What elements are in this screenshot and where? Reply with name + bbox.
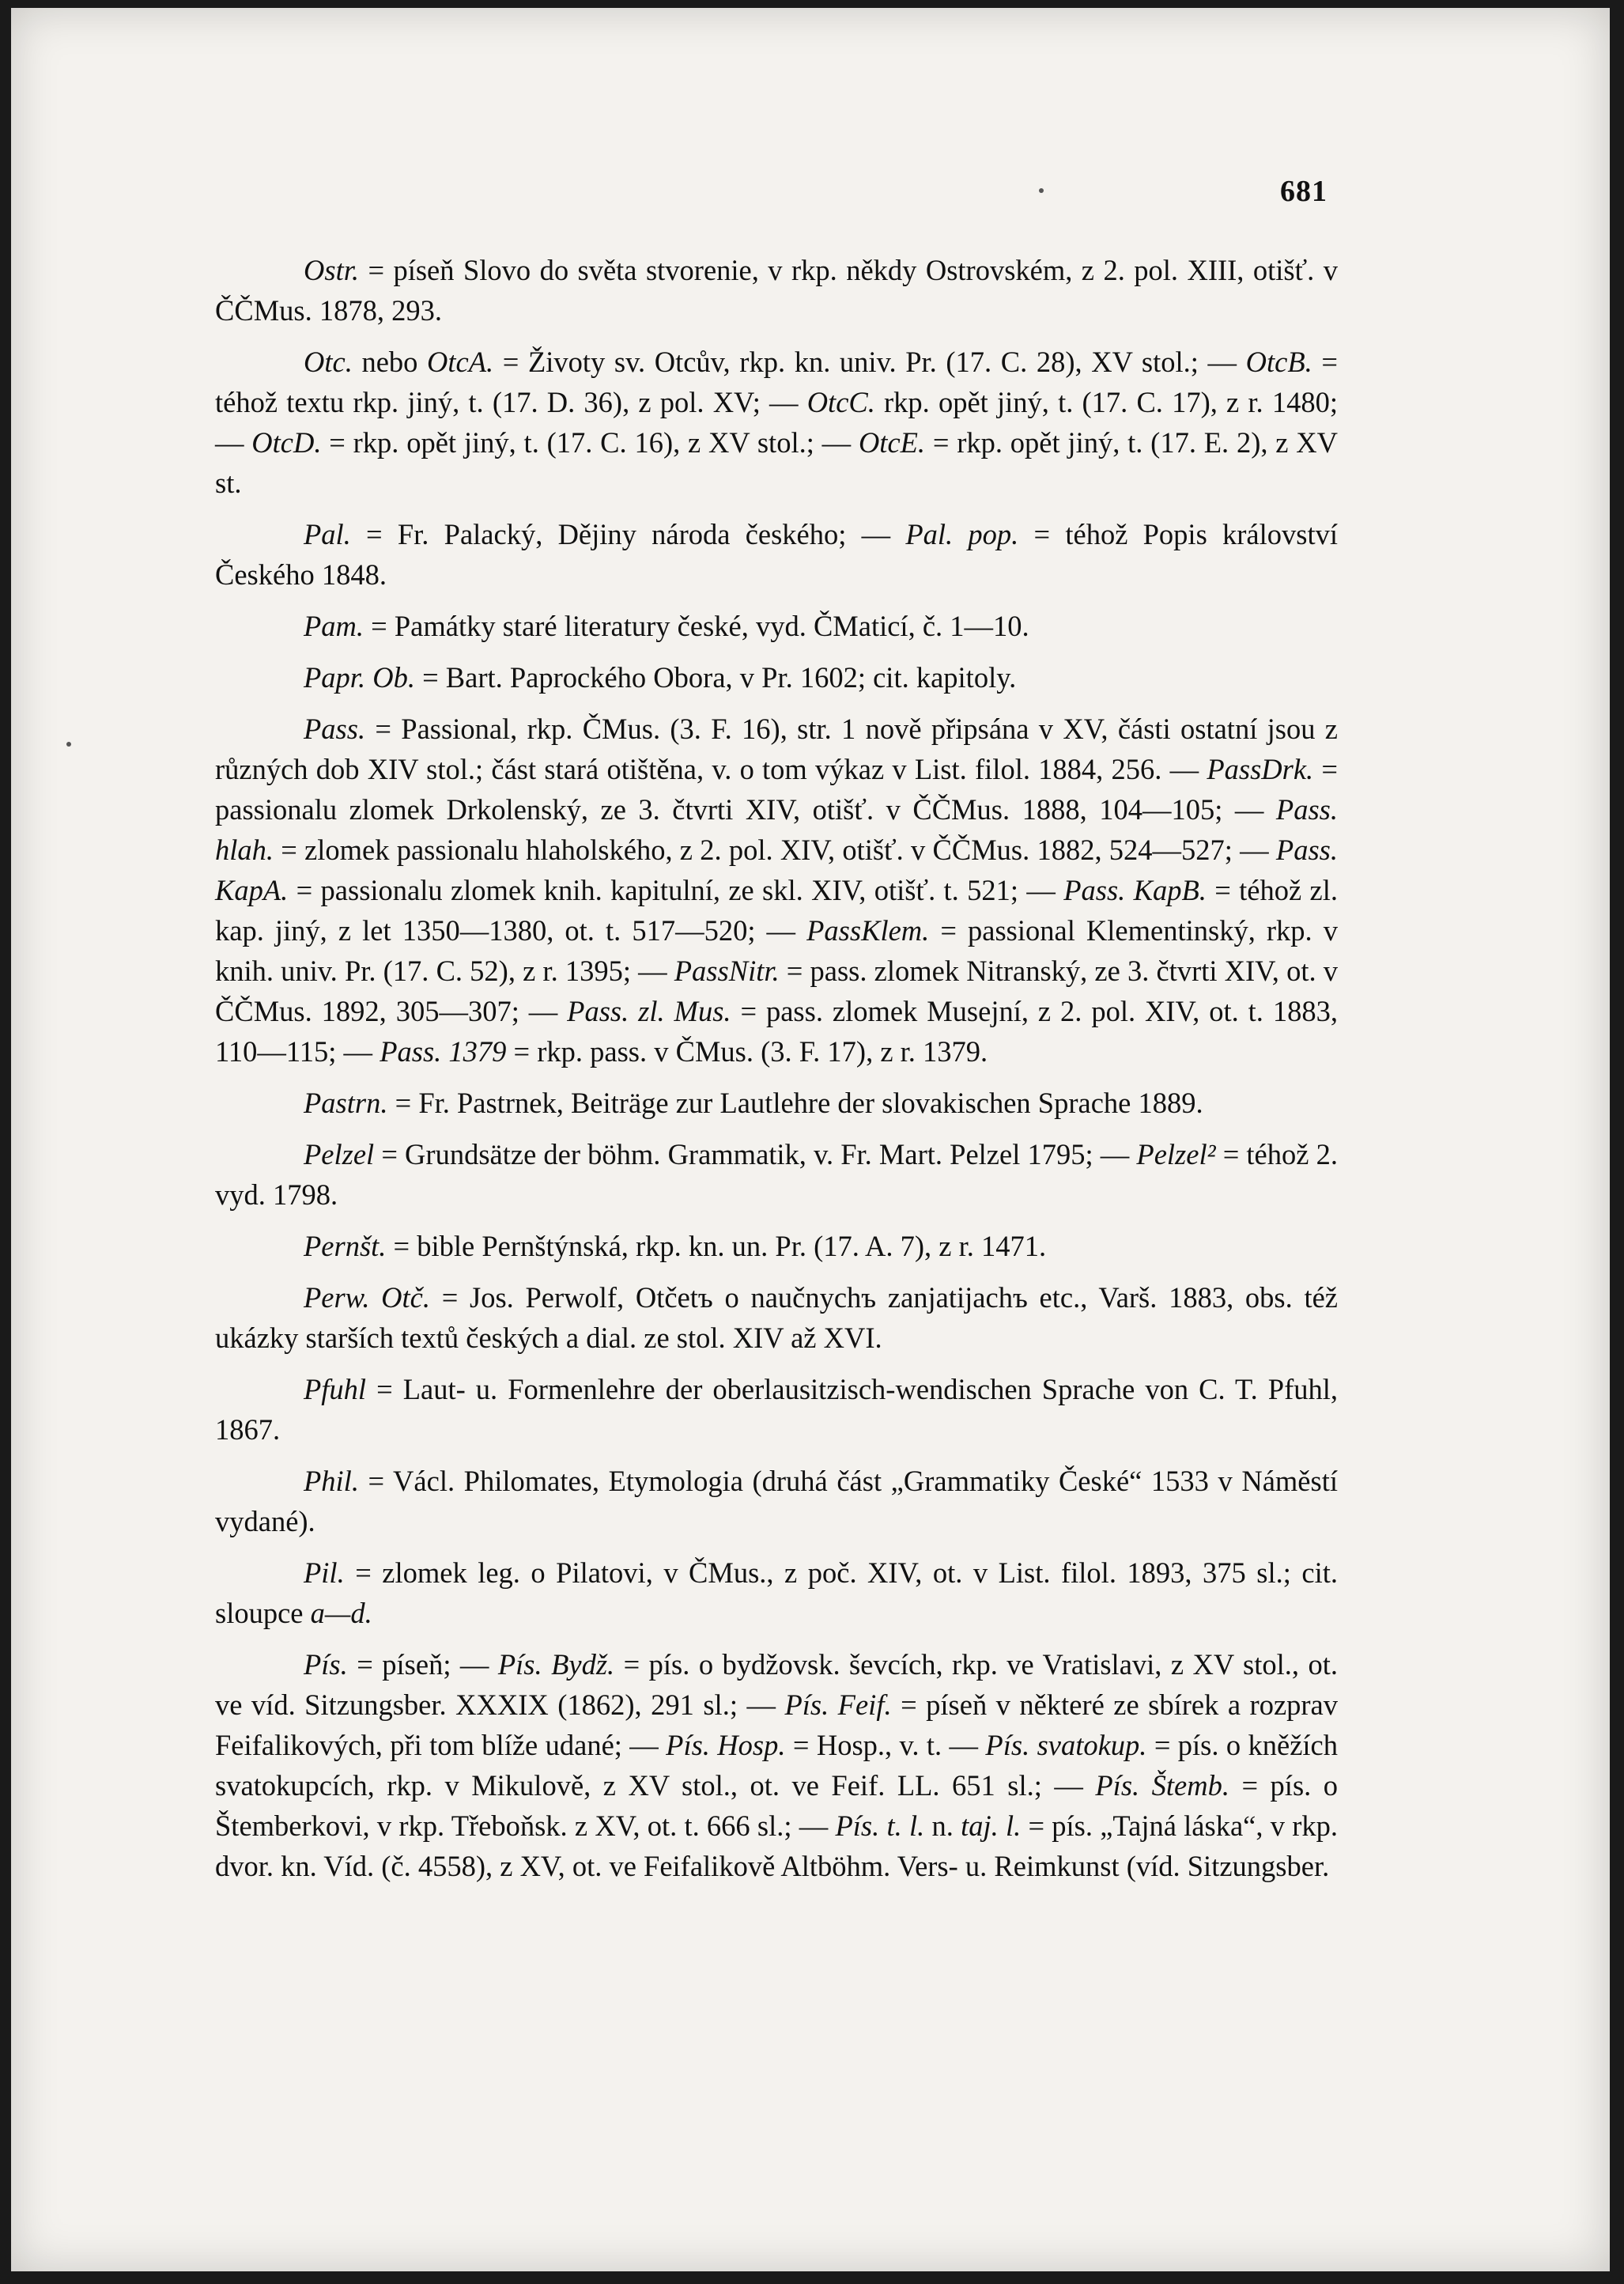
entry-text: = passionalu zlomek Drkolenský, ze 3. čtvrti XIV, otišť. v ČČMus. 1888, 104—105; — (215, 753, 1338, 826)
abbreviation-term: OtcB. (1245, 346, 1312, 378)
entry-text: = pís. o kněžích svatokupcích, rkp. v Mikulově, z XV stol., ot. ve Feif. LL. 651 sl.; — (215, 1729, 1338, 1802)
entry-text: = Životy sv. Otcův, rkp. kn. univ. Pr. (17. C. 28), XV stol.; — (493, 346, 1246, 378)
entry-text: = bible Pernštýnská, rkp. kn. un. Pr. (17. A. 7), z r. 1471. (386, 1230, 1047, 1262)
abbreviation-term: Pelzel (304, 1138, 375, 1170)
page-number: 681 (1280, 175, 1328, 208)
abbreviation-term: Pelzel² (1136, 1138, 1216, 1170)
scan-speck (66, 742, 71, 747)
abbreviation-entry (215, 342, 1338, 503)
entry-text: = píseň; — (347, 1648, 498, 1681)
abbreviation-term: a—d. (310, 1597, 372, 1629)
abbreviation-entry (215, 1461, 1338, 1541)
abbreviation-entry (215, 606, 1338, 646)
entry-text: = Fr. Palacký, Dějiny národa českého; — (350, 518, 906, 550)
abbreviation-term: Pal. (304, 518, 351, 550)
abbreviation-entry (215, 657, 1338, 698)
entry-text: = Laut- u. Formenlehre der oberlausitzisch-wendischen Sprache von C. T. Pfuhl, 1867. (215, 1373, 1338, 1446)
scanned-page (11, 8, 1610, 2271)
abbreviation-list (215, 250, 1338, 1897)
abbreviation-entry (215, 709, 1338, 1072)
entry-text: = Památky staré literatury české, vyd. ČMaticí, č. 1—10. (364, 610, 1029, 642)
entry-text: = téhož zl. kap. jiný, z let 1350—1380, ot. t. 517—520; — (215, 874, 1338, 947)
abbreviation-term: Otc. (304, 346, 353, 378)
entry-text: = téhož Popis království Českého 1848. (215, 518, 1338, 591)
entry-text: = Václ. Philomates, Etymologia (druhá část „Grammatiky České“ 1533 v Náměstí vydané). (215, 1465, 1338, 1537)
entry-text: = Bart. Paprockého Obora, v Pr. 1602; cit. kapitoly. (414, 661, 1017, 694)
entry-text: nebo (352, 346, 428, 378)
abbreviation-term: taj. l. (961, 1809, 1022, 1842)
entry-text: = zlomek leg. o Pilatovi, v ČMus., z poč. XIV, ot. v List. filol. 1893, 375 sl.; cit. sloupce (215, 1556, 1338, 1629)
abbreviation-term: PassDrk. (1207, 753, 1314, 785)
entry-text: = pís. o Štemberkovi, v rkp. Třeboňsk. z XV, ot. t. 666 sl.; — (215, 1769, 1339, 1842)
abbreviation-term: Pís. t. l. (835, 1809, 925, 1842)
abbreviation-term: Pil. (304, 1556, 345, 1589)
entry-text: = pís. „Tajná láska“, v rkp. dvor. kn. Víd. (č. 4558), z XV, ot. ve Feifalikově Altböhm. Vers- u. Reimkunst (víd. Sitzungsber. (215, 1809, 1338, 1882)
abbreviation-term: Perw. Otč. (304, 1281, 430, 1314)
abbreviation-term: OtcD. (251, 426, 322, 459)
abbreviation-entry (215, 1369, 1338, 1450)
abbreviation-term: Papr. Ob. (304, 661, 415, 694)
entry-text: = Fr. Pastrnek, Beiträge zur Lautlehre der slovakischen Sprache 1889. (387, 1087, 1203, 1119)
abbreviation-term: Pass. hlah. (215, 793, 1338, 866)
entry-text: = rkp. opět jiný, t. (17. E. 2), z XV st. (215, 426, 1338, 499)
abbreviation-term: OtcA. (427, 346, 494, 378)
abbreviation-term: Pís. Feif. (784, 1688, 892, 1721)
abbreviation-term: Pís. Štemb. (1095, 1769, 1229, 1802)
abbreviation-term: Pass. zl. Mus. (567, 995, 731, 1027)
entry-text: = píseň Slovo do světa stvorenie, v rkp. někdy Ostrovském, z 2. pol. XIII, otišť. v ČČMus. 1878, 293. (215, 254, 1338, 327)
entry-text: = pass. zlomek Musejní, z 2. pol. XIV, ot. t. 1883, 110—115; — (215, 995, 1338, 1068)
entry-text: = Grundsätze der böhm. Grammatik, v. Fr. Mart. Pelzel 1795; — (374, 1138, 1137, 1170)
abbreviation-term: Pís. svatokup. (985, 1729, 1147, 1761)
abbreviation-term: Ostr. (304, 254, 359, 286)
entry-text: = rkp. pass. v ČMus. (3. F. 17), z r. 1379. (506, 1035, 988, 1068)
entry-text: = pass. zlomek Nitranský, ze 3. čtvrti XIV, ot. v ČČMus. 1892, 305—307; — (215, 955, 1338, 1027)
abbreviation-term: Pal. pop. (905, 518, 1019, 550)
abbreviation-term: Pís. Hosp. (666, 1729, 786, 1761)
abbreviation-entry (215, 1552, 1338, 1633)
abbreviation-entry (215, 1134, 1338, 1215)
entry-text: = píseň v některé ze sbírek a rozprav Feifalikových, při tom blíže udané; — (215, 1688, 1339, 1761)
entry-text: = téhož 2. vyd. 1798. (215, 1138, 1338, 1211)
entry-text: = téhož textu rkp. jiný, t. (17. D. 36), z pol. XV; — (215, 346, 1338, 418)
abbreviation-term: Pass. KapB. (1063, 874, 1207, 906)
abbreviation-term: Pís. Bydž. (497, 1648, 615, 1681)
entry-text: = Jos. Perwolf, Otčetъ o naučnychъ zanjatijachъ etc., Varš. 1883, obs. též ukázky starších textů českých a dial. ze stol. XIV až XVI. (215, 1281, 1338, 1354)
abbreviation-term: OtcC. (806, 386, 875, 418)
entry-text: = rkp. opět jiný, t. (17. C. 16), z XV stol.; — (321, 426, 859, 459)
abbreviation-term: Pernšt. (304, 1230, 387, 1262)
abbreviation-entry (215, 1644, 1338, 1886)
abbreviation-entry (215, 1277, 1338, 1358)
abbreviation-term: PassNitr. (674, 955, 780, 987)
entry-text: n. (924, 1809, 961, 1842)
abbreviation-entry (215, 1226, 1338, 1266)
abbreviation-term: Pass. KapA. (215, 834, 1338, 906)
abbreviation-entry (215, 514, 1338, 595)
entry-text: = Passional, rkp. ČMus. (3. F. 16), str. 1 nově připsána v XV, části ostatní jsou z různých dob XIV stol.; část stará otištěna, v. o tom výkaz v List. filol. 1884, 256. — (215, 713, 1338, 785)
entry-text: = passionalu zlomek knih. kapitulní, ze skl. XIV, otišť. t. 521; — (288, 874, 1064, 906)
abbreviation-term: Pass. (304, 713, 366, 745)
entry-text: = Hosp., v. t. — (785, 1729, 986, 1761)
abbreviation-term: Pís. (304, 1648, 348, 1681)
abbreviation-term: Pfuhl (304, 1373, 367, 1405)
abbreviation-term: OtcE. (858, 426, 926, 459)
abbreviation-term: Pass. 1379 (380, 1035, 507, 1068)
abbreviation-entry (215, 1083, 1338, 1123)
entry-text: = passional Klementinský, rkp. v knih. univ. Pr. (17. C. 52), z r. 1395; — (215, 914, 1338, 987)
entry-text: = zlomek passionalu hlaholského, z 2. pol. XIV, otišť. v ČČMus. 1882, 524—527; — (274, 834, 1276, 866)
scan-speck (1039, 188, 1044, 193)
abbreviation-term: PassKlem. (806, 914, 930, 947)
abbreviation-term: Pastrn. (304, 1087, 388, 1119)
abbreviation-term: Pam. (304, 610, 364, 642)
entry-text: rkp. opět jiný, t. (17. C. 17), z r. 1480; — (215, 386, 1338, 459)
entry-text: = pís. o bydžovsk. ševcích, rkp. ve Vratislavi, z XV stol., ot. ve víd. Sitzungsber. XXXIX (1862), 291 sl.; — (215, 1648, 1338, 1721)
abbreviation-term: Phil. (304, 1465, 359, 1497)
abbreviation-entry (215, 250, 1338, 331)
